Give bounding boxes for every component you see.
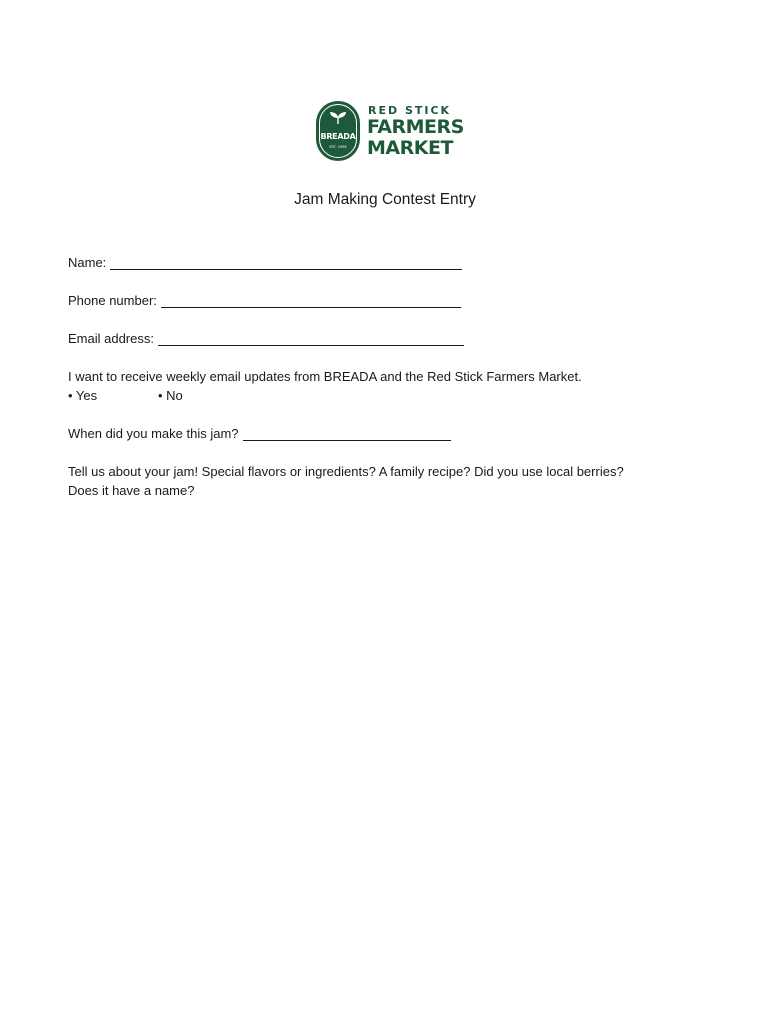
- phone-input-line[interactable]: [161, 293, 461, 308]
- updates-question: I want to receive weekly email updates from BREADA and the Red Stick Farmers Market.: [68, 369, 582, 384]
- badge-est-text: EST. 1996: [329, 145, 347, 149]
- name-field: [68, 255, 462, 270]
- logo-red-stick: RED STICK: [368, 104, 452, 117]
- page-title: Jam Making Contest Entry: [294, 191, 476, 208]
- logo-farmers: FARMERS: [367, 116, 464, 138]
- breada-badge: [316, 101, 360, 161]
- name-input-line[interactable]: [110, 255, 462, 270]
- badge-text: BREADA: [320, 132, 356, 141]
- phone-label: Phone number:: [68, 293, 157, 308]
- jam-prompt-line1: Tell us about your jam! Special flavors or ingredients? A family recipe? Did you use local berries?: [68, 464, 624, 479]
- when-field: [68, 426, 451, 441]
- when-label: When did you make this jam?: [68, 426, 239, 441]
- logo-market: MARKET: [367, 137, 453, 159]
- option-no[interactable]: • No: [158, 388, 183, 403]
- phone-field: [68, 293, 461, 308]
- email-field: [68, 331, 464, 346]
- leaf-icon: [329, 111, 347, 125]
- name-label: Name:: [68, 255, 107, 270]
- jam-prompt-line2: Does it have a name?: [68, 483, 195, 498]
- when-input-line[interactable]: [243, 426, 451, 441]
- option-yes[interactable]: • Yes: [68, 388, 98, 403]
- red-stick-farmers-market-logo: [316, 101, 464, 163]
- email-input-line[interactable]: [158, 331, 464, 346]
- email-label: Email address:: [68, 331, 154, 346]
